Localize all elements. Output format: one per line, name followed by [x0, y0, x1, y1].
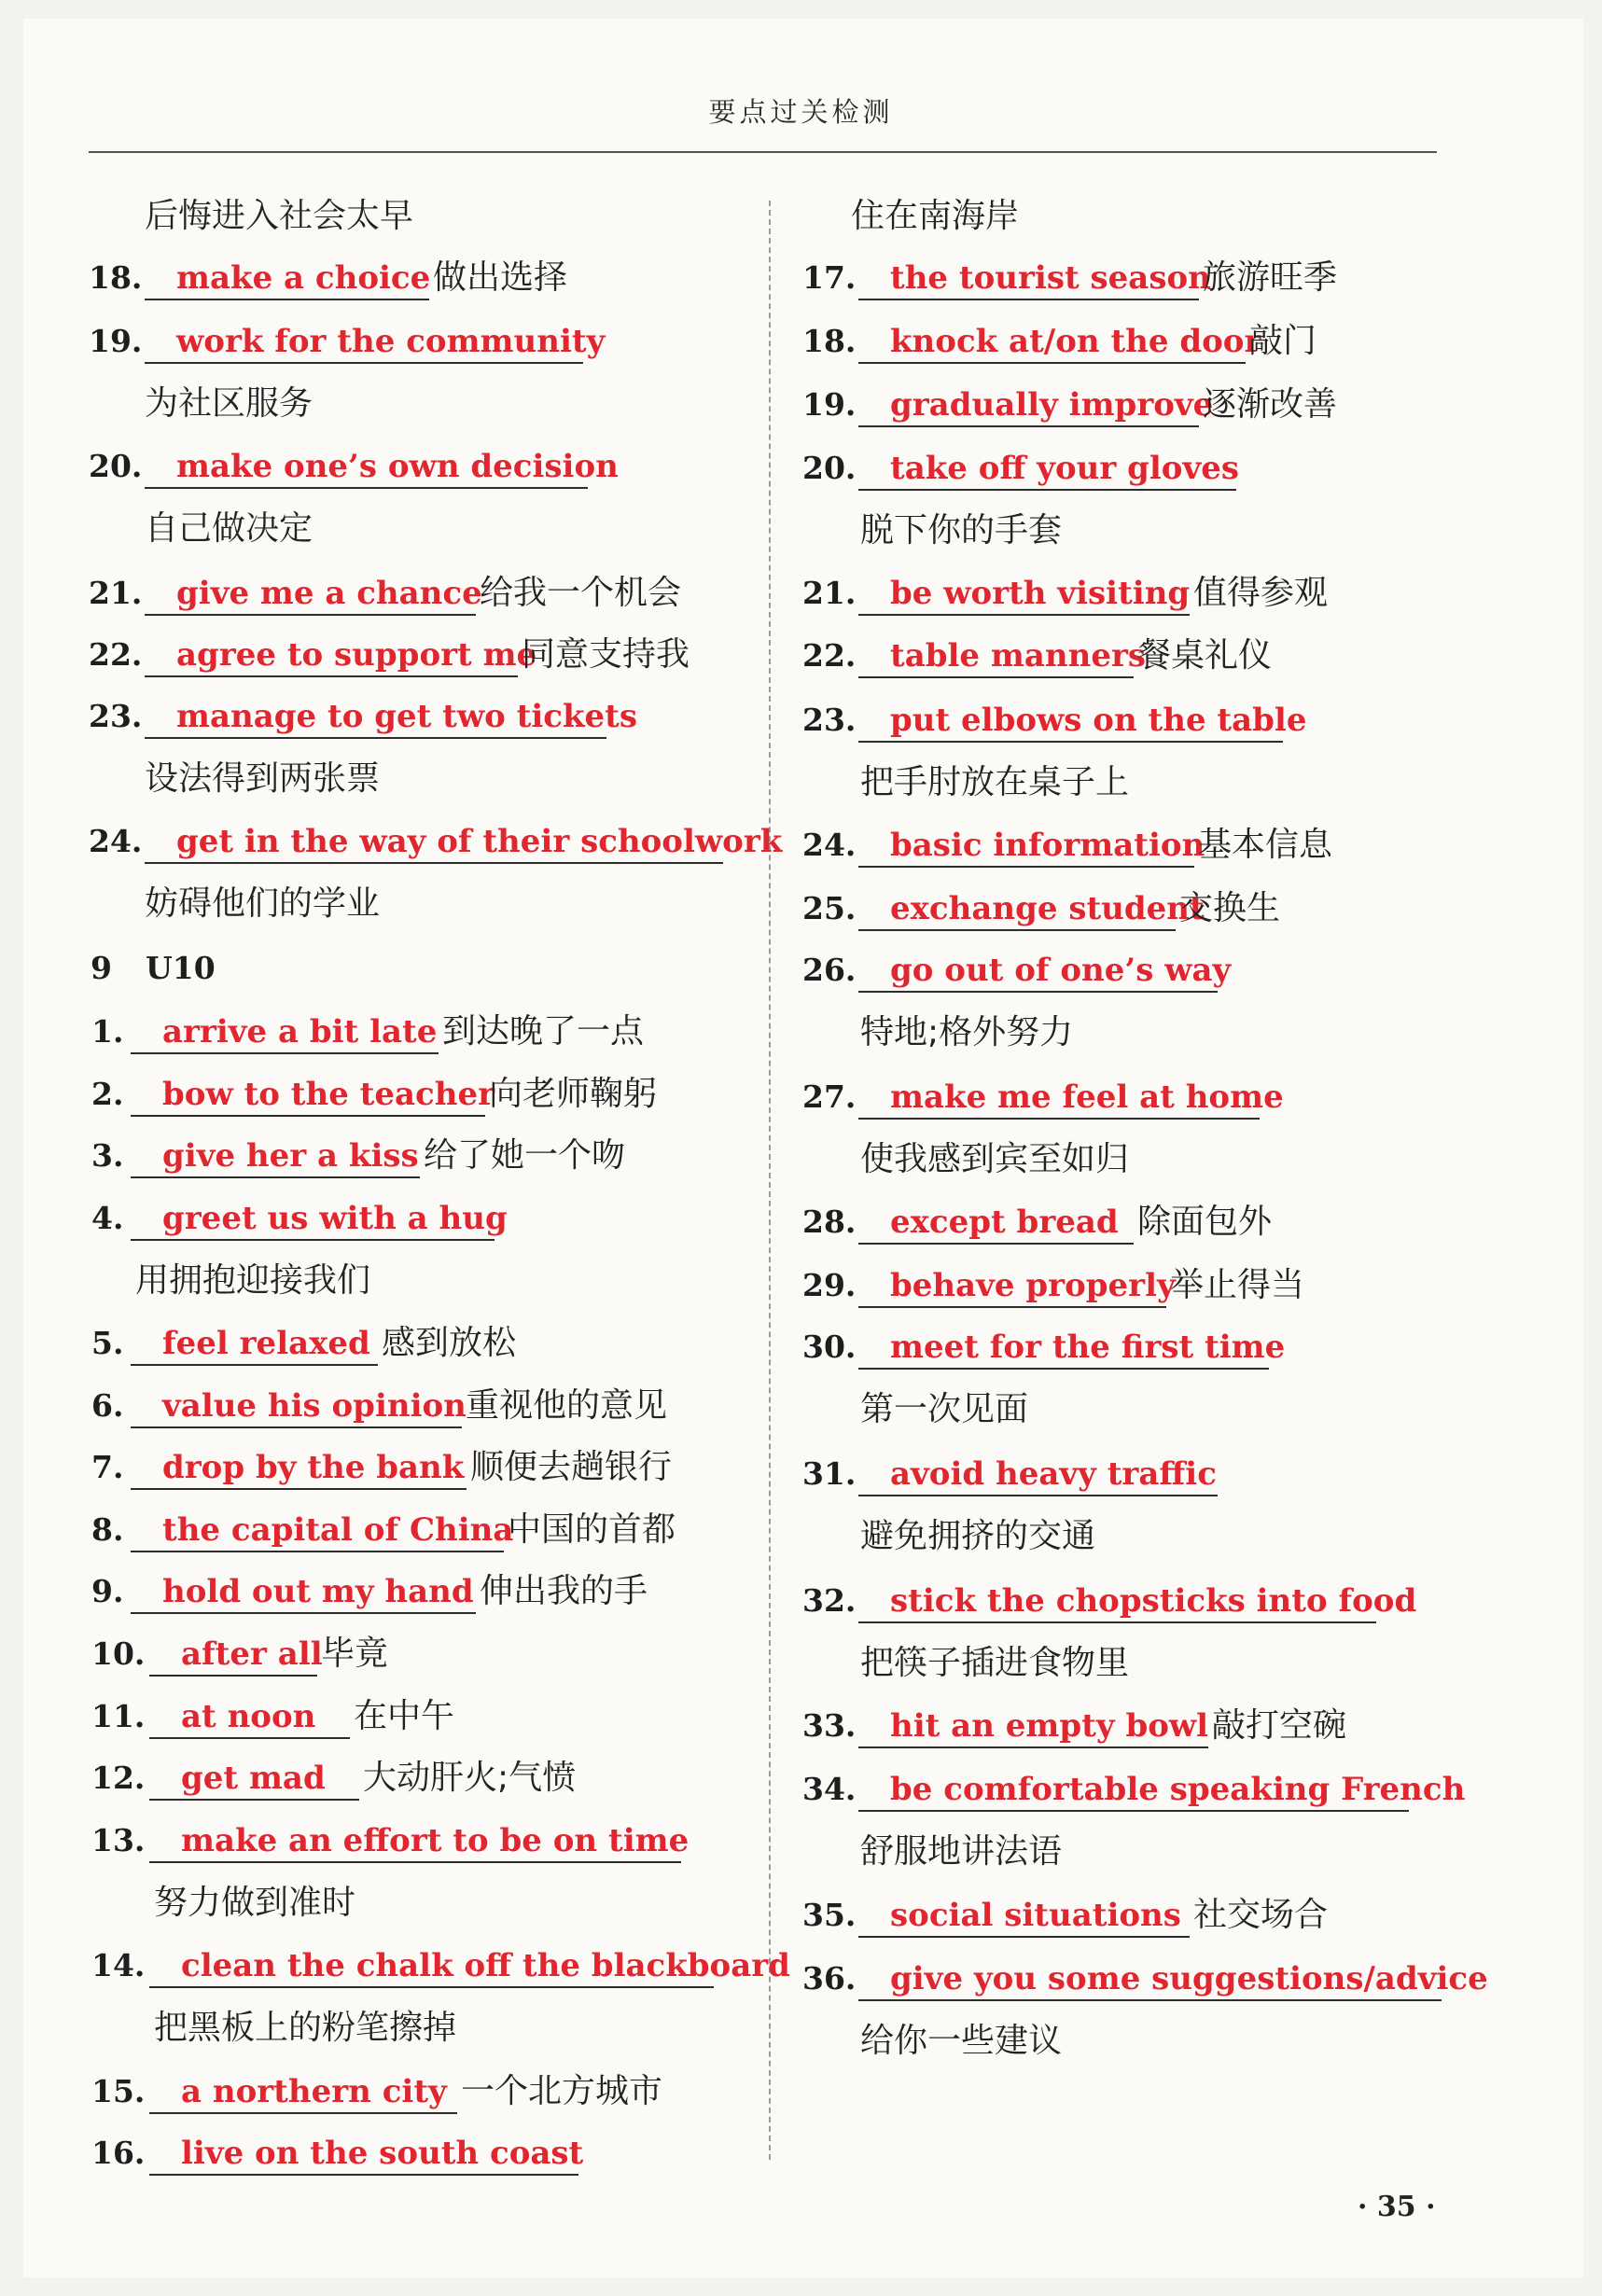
answer-blank: take off your gloves: [858, 446, 1236, 491]
list-item: [802, 819, 1511, 871]
list-item: [802, 1575, 1511, 1627]
list-item: [802, 1889, 1511, 1941]
answer-blank: give her a kiss: [131, 1134, 420, 1178]
answer-blank: behave properly: [858, 1263, 1166, 1308]
item-number: 22.: [89, 636, 143, 673]
item-number: 35.: [802, 1897, 857, 1933]
item-number: 20.: [89, 448, 143, 484]
answer-blank: work for the community: [145, 319, 583, 364]
answer-blank: gradually improve: [858, 383, 1199, 427]
item-number: 19.: [89, 323, 143, 359]
chinese-meaning: 做出选择: [433, 258, 568, 297]
list-item: [802, 1448, 1511, 1500]
chinese-meaning: 敲门: [1249, 322, 1317, 360]
item-number: 5.: [91, 1325, 124, 1361]
item-number: 16.: [91, 2135, 146, 2171]
answer-blank: except bread: [858, 1200, 1134, 1245]
answer-blank: table manners: [858, 633, 1134, 678]
answer-blank: exchange student: [858, 886, 1176, 931]
item-number: 20.: [802, 450, 857, 486]
answer-blank: feel relaxed: [131, 1321, 378, 1366]
list-item: [802, 694, 1511, 746]
chinese-meaning: 第一次见面: [860, 1390, 1029, 1428]
chinese-meaning: 大动肝火;气愤: [363, 1759, 577, 1797]
chinese-meaning: 顺便去趟银行: [470, 1448, 673, 1486]
chinese-meaning: 舒服地讲法语: [860, 1832, 1063, 1871]
answer-blank: give you some suggestions/advice: [858, 1956, 1442, 2001]
chinese-meaning: 值得参观: [1193, 574, 1329, 612]
chinese-meaning: 努力做到准时: [154, 1884, 356, 1922]
item-number: 14.: [91, 1947, 146, 1983]
answer-blank: make one’s own decision: [145, 444, 588, 489]
item-number: 17.: [802, 259, 857, 296]
list-item: [91, 1752, 801, 1804]
list-item: [91, 1691, 801, 1743]
list-item: [802, 1763, 1511, 1816]
item-number: 7.: [91, 1449, 124, 1485]
chinese-meaning: 特地;格外努力: [860, 1013, 1074, 1051]
answer-blank: greet us with a hug: [131, 1196, 495, 1241]
page-header-title: 要点过关检测: [708, 96, 894, 128]
answer-blank: make me feel at home: [858, 1075, 1260, 1120]
list-item: [802, 1071, 1511, 1123]
item-number: 23.: [802, 702, 857, 738]
answer-blank: clean the chalk off the blackboard: [149, 1943, 714, 1988]
item-number: 22.: [802, 637, 857, 674]
chinese-meaning: 毕竟: [321, 1635, 389, 1673]
list-item: [802, 1953, 1511, 2005]
chinese-meaning: 把筷子插进食物里: [860, 1644, 1130, 1682]
item-number: 15.: [91, 2073, 146, 2109]
answer-blank: meet for the first time: [858, 1325, 1269, 1370]
chinese-meaning: 给你一些建议: [860, 2022, 1063, 2060]
list-item: [91, 1317, 801, 1370]
item-number: 10.: [91, 1635, 146, 1672]
chinese-meaning: 逐渐改善: [1203, 385, 1338, 424]
item-number: 21.: [89, 575, 143, 611]
answer-blank: stick the chopsticks into food: [858, 1579, 1376, 1623]
item-number: 28.: [802, 1204, 857, 1240]
item-number: 27.: [802, 1078, 857, 1115]
answer-blank: drop by the bank: [131, 1445, 467, 1490]
item-number: 29.: [802, 1267, 857, 1303]
item-number: 31.: [802, 1455, 857, 1492]
chinese-meaning: 社交场合: [1193, 1896, 1329, 1934]
chinese-meaning: 在中午: [354, 1697, 455, 1735]
answer-blank: after all: [149, 1632, 317, 1677]
answer-blank: knock at/on the door: [858, 319, 1246, 364]
answer-blank: be worth visiting: [858, 571, 1190, 616]
chinese-meaning: 除面包外: [1137, 1203, 1273, 1241]
chinese-meaning: 基本信息: [1198, 826, 1333, 864]
list-item: [802, 442, 1511, 494]
list-item: [91, 1006, 801, 1058]
chinese-meaning: 设法得到两张票: [145, 759, 381, 798]
page-number: · 35 ·: [1358, 2191, 1436, 2223]
answer-blank: social situations: [858, 1893, 1190, 1938]
answer-blank: value his opinion: [131, 1384, 462, 1428]
item-number: 3.: [91, 1137, 124, 1174]
list-item: [802, 630, 1511, 682]
list-item: [91, 1130, 801, 1182]
chinese-meaning: 自己做决定: [145, 509, 313, 548]
list-item: [802, 1700, 1511, 1752]
chinese-meaning: 把黑板上的粉笔擦掉: [154, 2009, 457, 2047]
list-item: [91, 1815, 801, 1867]
list-item: [91, 2127, 801, 2179]
list-item: [89, 440, 798, 493]
chinese-meaning: 向老师鞠躬: [489, 1075, 658, 1113]
answer-blank: hold out my hand: [131, 1569, 476, 1614]
chinese-meaning: 给我一个机会: [480, 574, 682, 612]
chinese-meaning: 伸出我的手: [480, 1572, 648, 1610]
list-item: [802, 883, 1511, 935]
list-item: [802, 1321, 1511, 1373]
item-number: 25.: [802, 890, 857, 926]
item-number: 30.: [802, 1329, 857, 1365]
item-number: 2.: [91, 1076, 124, 1112]
chinese-meaning: 感到放松: [382, 1324, 517, 1362]
section-unit: U10: [145, 950, 216, 986]
item-number: 18.: [89, 259, 143, 296]
item-number: 26.: [802, 952, 857, 988]
answer-blank: arrive a bit late: [131, 1009, 439, 1054]
continued-text: 住在南海岸: [851, 197, 1020, 235]
chinese-meaning: 妨碍他们的学业: [145, 884, 381, 923]
answer-blank: give me a chance: [145, 571, 476, 616]
chinese-meaning: 使我感到宾至如归: [860, 1140, 1130, 1178]
list-item: [89, 815, 798, 868]
list-item: [89, 690, 798, 743]
chinese-meaning: 给了她一个吻: [424, 1136, 626, 1175]
chinese-meaning: 为社区服务: [145, 384, 313, 423]
answer-blank: hit an empty bowl: [858, 1704, 1208, 1748]
chinese-meaning: 把手肘放在桌子上: [860, 763, 1130, 801]
chinese-meaning: 中国的首都: [508, 1510, 676, 1549]
answer-blank: make an effort to be on time: [149, 1818, 681, 1863]
item-number: 6.: [91, 1387, 124, 1424]
continued-text: 后悔进入社会太早: [145, 197, 414, 235]
item-number: 13.: [91, 1822, 146, 1858]
answer-blank: manage to get two tickets: [145, 694, 606, 739]
list-item: [802, 379, 1511, 431]
chinese-meaning: 敲打空碗: [1212, 1706, 1347, 1745]
answer-blank: a northern city: [149, 2069, 457, 2114]
list-item: [91, 1441, 801, 1494]
list-item: [91, 2066, 801, 2118]
answer-blank: the tourist season: [858, 256, 1199, 300]
answer-blank: basic information: [858, 823, 1194, 868]
answer-blank: at noon: [149, 1694, 350, 1739]
item-number: 9.: [91, 1573, 124, 1609]
list-item: [89, 315, 798, 368]
chinese-meaning: 餐桌礼仪: [1137, 636, 1273, 675]
list-item: [802, 1259, 1511, 1312]
item-number: 36.: [802, 1960, 857, 1997]
list-item: [91, 1192, 801, 1245]
answer-blank: make a choice: [145, 256, 429, 300]
list-item: [89, 252, 798, 304]
section-number: 9: [91, 950, 112, 986]
list-item: [89, 567, 798, 619]
header-rule: [89, 151, 1437, 153]
list-item: [91, 1068, 801, 1120]
chinese-meaning: 到达晚了一点: [442, 1012, 645, 1051]
chinese-meaning: 用拥抱迎接我们: [135, 1261, 371, 1300]
chinese-meaning: 避免拥挤的交通: [860, 1517, 1096, 1555]
item-number: 24.: [802, 827, 857, 863]
list-item: [91, 1504, 801, 1556]
chinese-meaning: 交换生: [1179, 889, 1281, 927]
chinese-meaning: 脱下你的手套: [860, 511, 1063, 550]
item-number: 32.: [802, 1582, 857, 1619]
answer-blank: the capital of China: [131, 1508, 504, 1552]
answer-blank: put elbows on the table: [858, 698, 1283, 743]
item-number: 24.: [89, 823, 143, 859]
answer-blank: avoid heavy traffic: [858, 1452, 1218, 1496]
item-number: 12.: [91, 1760, 146, 1796]
answer-blank: go out of one’s way: [858, 948, 1218, 993]
list-item: [802, 567, 1511, 619]
chinese-meaning: 一个北方城市: [461, 2072, 663, 2110]
item-number: 4.: [91, 1200, 124, 1236]
list-item: [802, 944, 1511, 996]
list-item: [802, 1196, 1511, 1248]
list-item: [91, 1940, 801, 1992]
answer-blank: live on the south coast: [149, 2131, 578, 2176]
item-number: 1.: [91, 1013, 124, 1050]
list-item: [89, 629, 798, 681]
answer-blank: get in the way of their schoolwork: [145, 819, 723, 864]
chinese-meaning: 重视他的意见: [466, 1386, 668, 1425]
list-item: [91, 1628, 801, 1680]
item-number: 23.: [89, 698, 143, 734]
list-item: [91, 1565, 801, 1618]
item-number: 34.: [802, 1771, 857, 1807]
item-number: 11.: [91, 1698, 146, 1734]
section-heading: [91, 942, 216, 995]
item-number: 33.: [802, 1707, 857, 1744]
item-number: 21.: [802, 575, 857, 611]
list-item: [802, 315, 1511, 368]
answer-blank: bow to the teacher: [131, 1072, 485, 1117]
list-item: [91, 1380, 801, 1432]
item-number: 8.: [91, 1511, 124, 1548]
list-item: [802, 252, 1511, 304]
item-number: 19.: [802, 386, 857, 423]
chinese-meaning: 旅游旺季: [1203, 258, 1338, 297]
chinese-meaning: 举止得当: [1170, 1266, 1305, 1304]
chinese-meaning: 同意支持我: [522, 635, 690, 674]
answer-blank: be comfortable speaking French: [858, 1767, 1409, 1812]
answer-blank: agree to support me: [145, 633, 518, 677]
answer-blank: get mad: [149, 1756, 359, 1801]
item-number: 18.: [802, 323, 857, 359]
